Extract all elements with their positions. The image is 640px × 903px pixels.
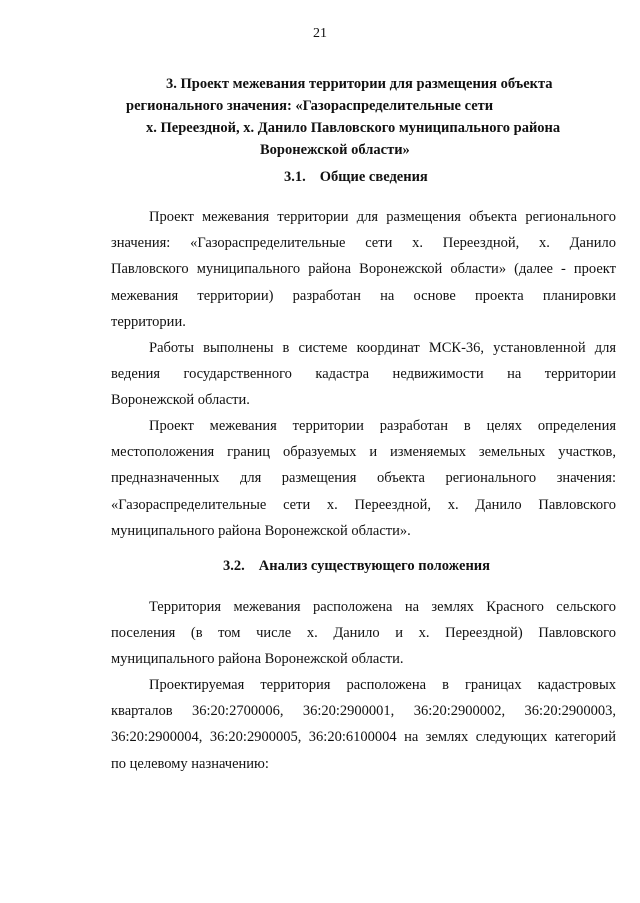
text-line: местоположения границ образуемых и изменяемых земельных участков, (111, 444, 616, 461)
paragraph (111, 672, 616, 777)
section-number: 3.2. (223, 558, 245, 574)
paragraph (111, 413, 616, 544)
title-line: х. Переездной, х. Данило Павловского муниципального района (146, 120, 561, 136)
text-line: кварталов 36:20:2700006, 36:20:2900001, 36:20:2900002, 36:20:2900003, (111, 703, 616, 720)
text-line: Павловского муниципального района Воронежской области» (далее - проект (111, 261, 616, 278)
title-line: регионального значения: «Газораспределительные сети (126, 98, 494, 114)
text-line: муниципального района Воронежской области. (111, 651, 404, 668)
text-line: Воронежской области. (111, 392, 250, 409)
paragraph (111, 594, 616, 673)
text-line: по целевому назначению: (111, 755, 269, 772)
text-line: «Газораспределительные сети х. Переездной, х. Данило Павловского (111, 496, 616, 513)
section-heading-general (284, 169, 428, 186)
section-title: Анализ существующего положения (258, 558, 490, 574)
text-line: территории. (111, 313, 186, 330)
section-title: Общие сведения (319, 169, 428, 185)
text-line: предназначенных для размещения объекта регионального значения: (111, 470, 616, 487)
text-line: поселения (в том числе х. Данило и х. Переездной) Павловского (111, 625, 616, 642)
section-heading-analysis (223, 558, 490, 575)
section-number: 3.1. (284, 169, 306, 185)
title-line: 3. Проект межевания территории для размещения объекта (166, 76, 553, 92)
paragraph (111, 335, 616, 414)
text-line: Проектируемая территория расположена в границах кадастровых (149, 677, 616, 693)
text-line: Работы выполнены в системе координат МСК-36, установленной для (149, 340, 616, 356)
title-line: Воронежской области» (260, 142, 410, 158)
text-line: ведения государственного кадастра недвижимости на территории (111, 366, 616, 383)
page-number: 21 (313, 26, 327, 41)
text-line: 36:20:2900004, 36:20:2900005, 36:20:6100004 на землях следующих категорий (111, 729, 616, 746)
document-title (110, 73, 561, 161)
text-line: Проект межевания территории для размещения объекта регионального (149, 209, 616, 225)
paragraph (111, 204, 616, 335)
text-line: Территория межевания расположена на землях Красного сельского (149, 599, 616, 615)
text-line: значения: «Газораспределительные сети х. Переездной, х. Данило (111, 235, 616, 252)
text-line: межевания территории) разработан на основе проекта планировки (111, 287, 616, 304)
text-line: Проект межевания территории разработан в целях определения (149, 418, 616, 434)
text-line: муниципального района Воронежской области». (111, 522, 411, 539)
